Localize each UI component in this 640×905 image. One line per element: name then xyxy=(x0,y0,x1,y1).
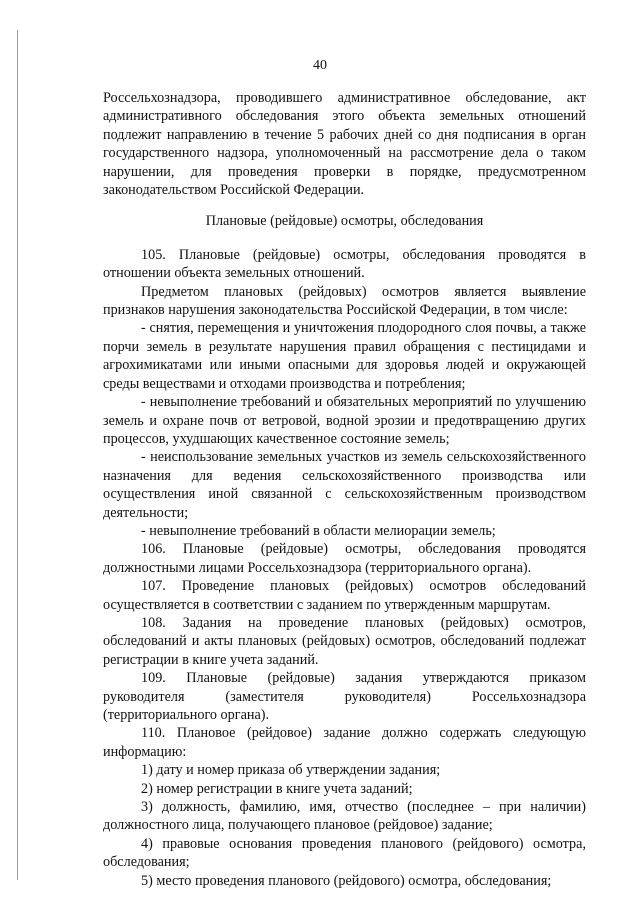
paragraph-107: 107. Проведение плановых (рейдовых) осмотров обследований осуществляется в соответствии с заданием по утвержденным маршрутам. xyxy=(103,578,586,613)
list-item-4: 4) правовые основания проведения планового (рейдового) осмотра, обследования; xyxy=(103,835,586,871)
page-number: 40 xyxy=(313,58,327,73)
section-heading: Плановые (рейдовые) осмотры, обследования xyxy=(205,213,484,230)
paragraph-106: 106. Плановые (рейдовые) осмотры, обследования проводятся должностными лицами Россельхознадзора (территориального органа). xyxy=(103,541,586,576)
list-item-non-use: - неиспользование земельных участков из земель сельскохозяйственного назначения для ведения сельскохозяйственного производства или осуществления иной связанной с сельскохозяйственным производством деятельности; xyxy=(103,449,586,521)
list-item-1: 1) дату и номер приказа об утверждении задания; xyxy=(141,762,441,779)
list-item-2: 2) номер регистрации в книге учета заданий; xyxy=(141,780,413,797)
list-item-requirements: - невыполнение требований и обязательных мероприятий по улучшению земель и охране почв от ветровой, водной эрозии и предотвращению других процессов, ухудшающих качественное состояние земель; xyxy=(103,394,586,447)
paragraph-110: 110. Плановое (рейдовое) задание должно содержать следующую информацию: xyxy=(103,725,586,760)
paragraph-105: 105. Плановые (рейдовые) осмотры, обследования проводятся в отношении объекта земельных отношений. xyxy=(103,246,586,282)
paragraph-intro: Россельхознадзора, проводившего административное обследование, акт административного обследования этого объекта земельных отношений подлежит направлению в течение 5 рабочих дней со дня подписания в орган государственного надзора, уполномоченный на рассмотрение дела о таком нарушении, для проведения проверки в порядке, предусмотренном законодательством Российской Федерации. xyxy=(103,90,586,199)
list-item-3: 3) должность, фамилию, имя, отчество (последнее – при наличии) должностного лица, получающего плановое (рейдовое) задание; xyxy=(103,799,586,834)
list-item-melioration: - невыполнение требований в области мелиорации земель; xyxy=(141,522,496,539)
paragraph-109: 109. Плановые (рейдовые) задания утверждаются приказом руководителя (заместителя руководителя) Россельхознадзора (территориального органа). xyxy=(103,670,586,723)
document-body xyxy=(103,89,586,890)
paragraph-108: 108. Задания на проведение плановых (рейдовых) осмотров, обследований и акты плановых (рейдовых) осмотров, обследований подлежат регистрации в книге учета заданий. xyxy=(103,614,586,668)
list-item-5: 5) место проведения планового (рейдового) осмотра, обследования; xyxy=(141,872,552,889)
list-item-soil: - снятия, перемещения и уничтожения плодородного слоя почвы, а также порчи земель в результате нарушения правил обращения с пестицидами и агрохимикатами или иными опасными для здоровья людей и окружающей среды веществами и отходами производства и потребления; xyxy=(103,320,586,392)
scan-edge-line xyxy=(17,30,18,880)
paragraph-subject: Предметом плановых (рейдовых) осмотров является выявление признаков нарушения законодательства Российской Федерации, в том числе: xyxy=(103,283,586,319)
